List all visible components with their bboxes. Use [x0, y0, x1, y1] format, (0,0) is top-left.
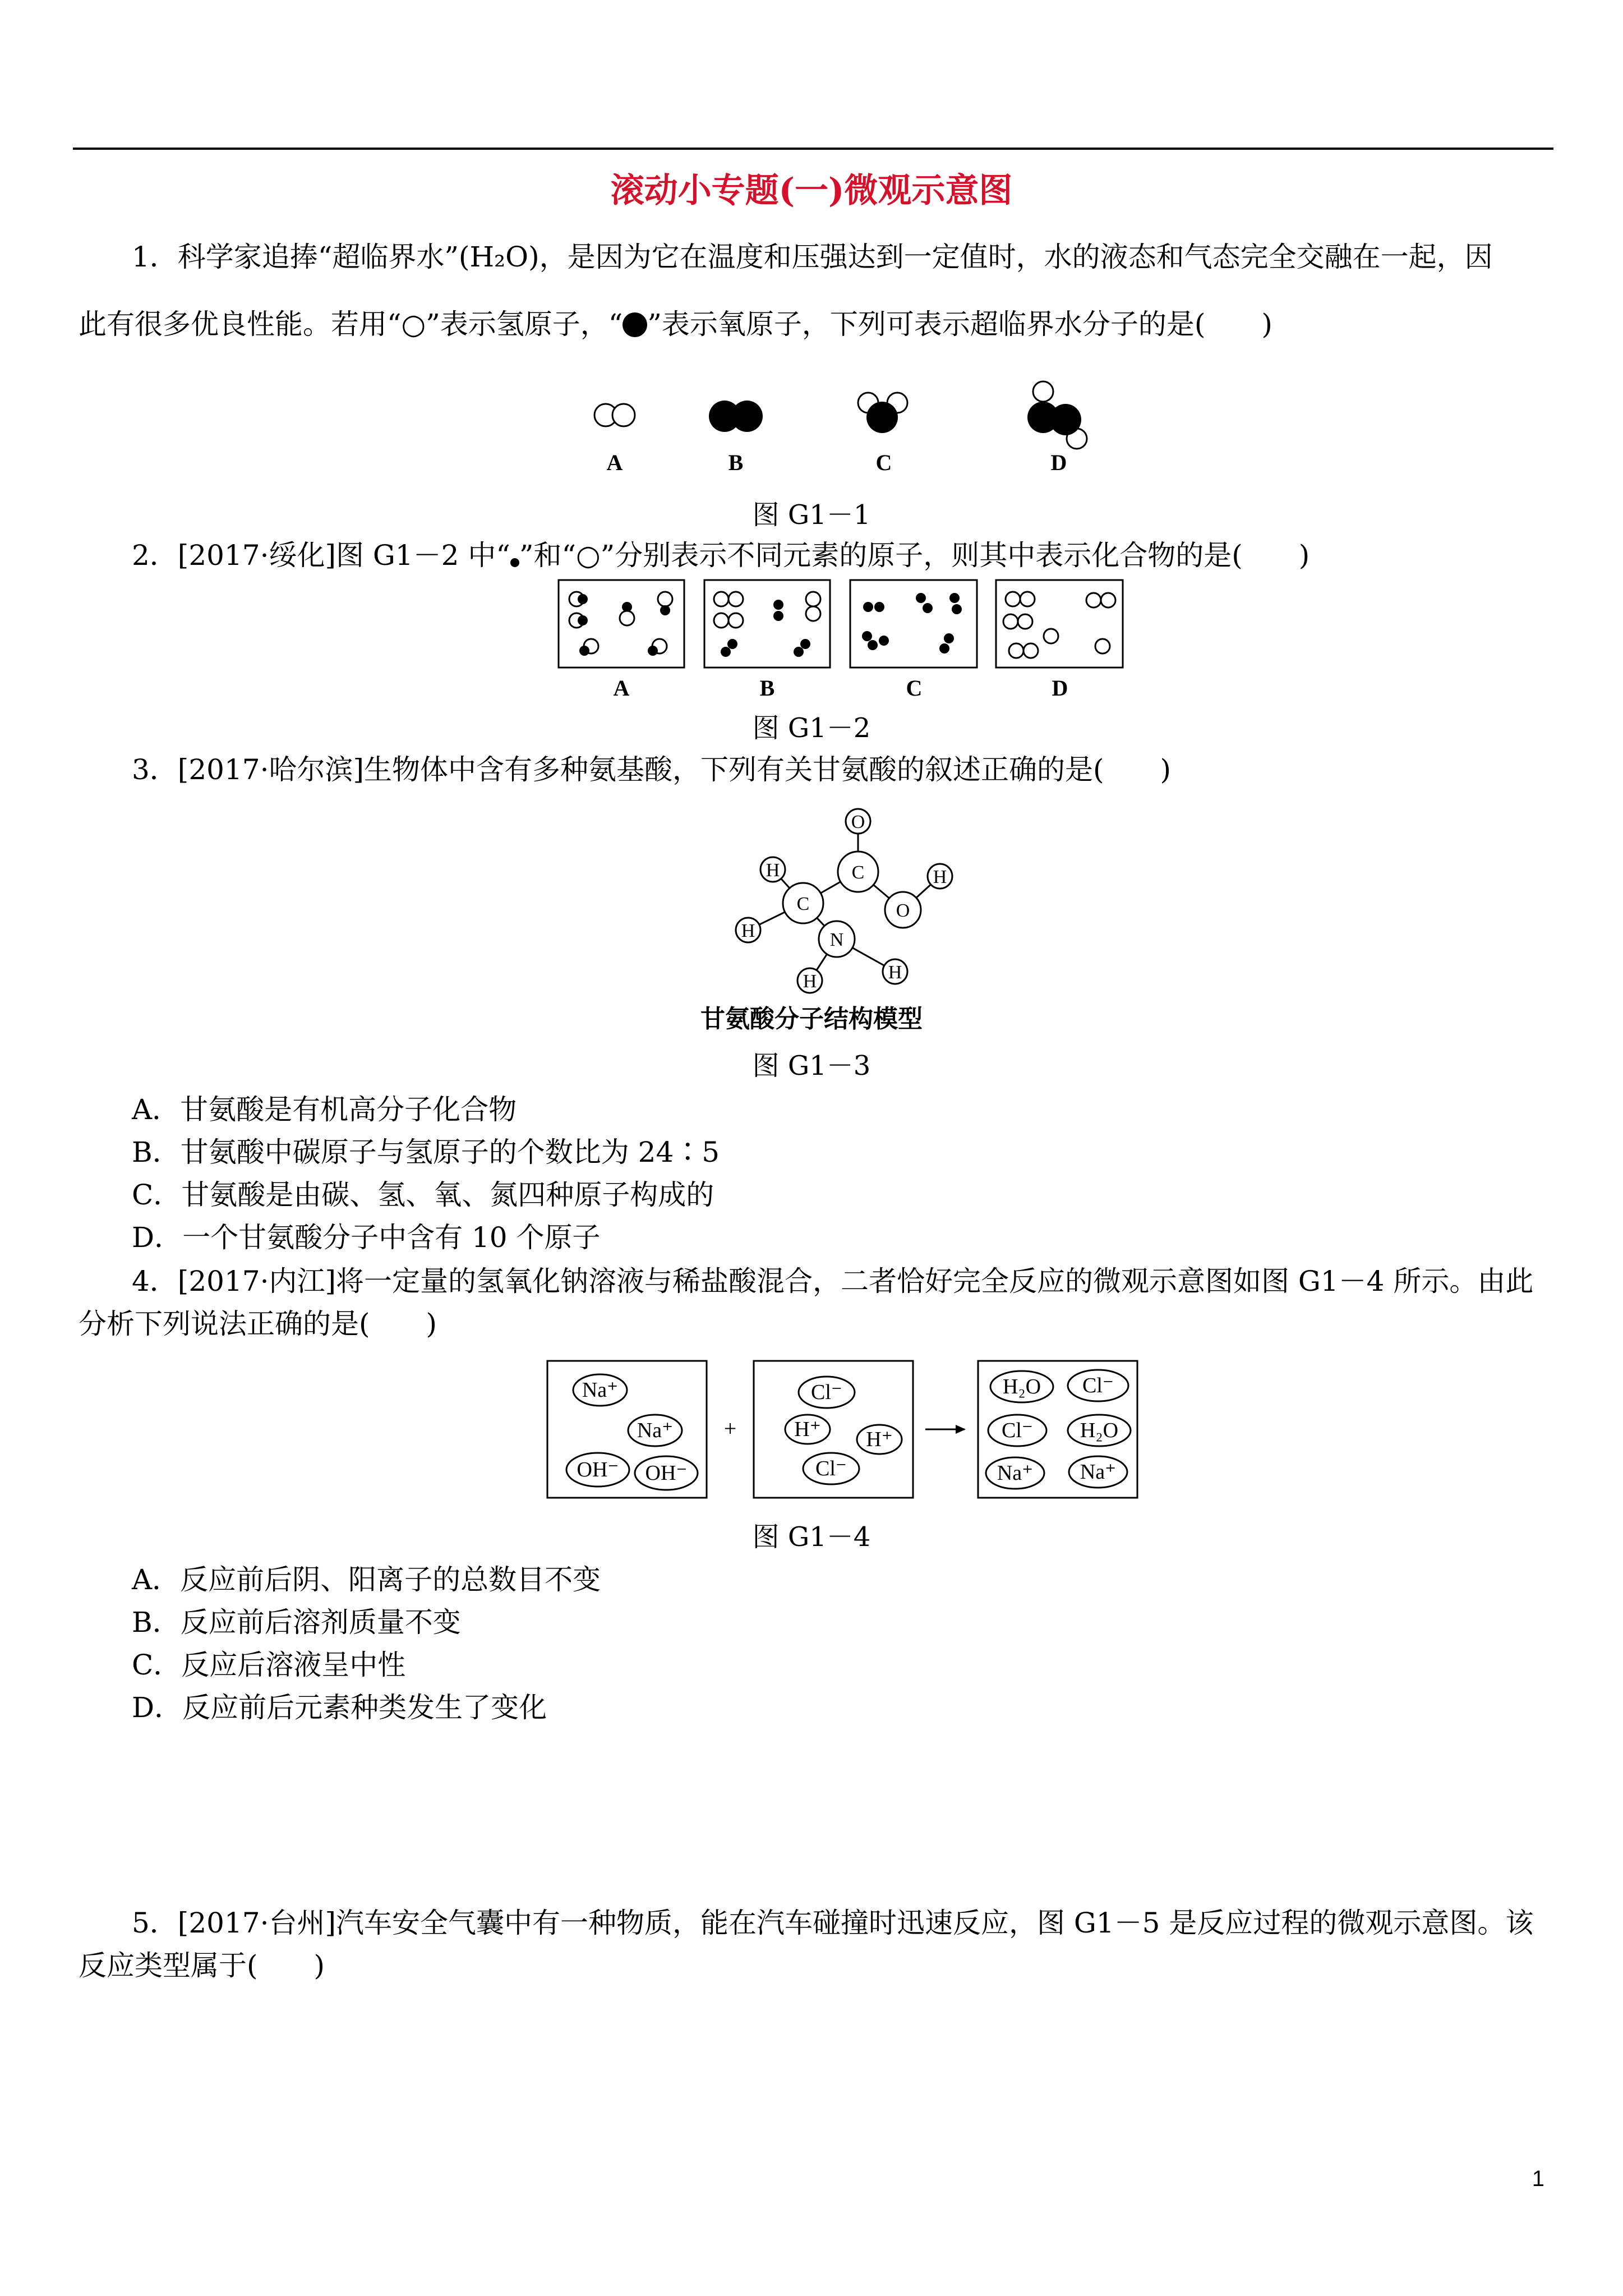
- q3-option-c[interactable]: C．甘氨酸是由碳、氢、氧、氮四种原子构成的: [132, 1179, 714, 1211]
- q2-label-b: B: [759, 675, 775, 701]
- q3-option-d[interactable]: D．一个甘氨酸分子中含有 10 个原子: [132, 1221, 601, 1254]
- atom-n: [819, 921, 855, 957]
- product-cl-2: Cl⁻: [1002, 1419, 1033, 1442]
- q1-option-a-molecule: [594, 404, 635, 426]
- ion-na-2: Na⁺: [637, 1419, 674, 1442]
- filled-circle-icon: [623, 312, 647, 337]
- q4-option-d[interactable]: D．反应前后元素种类发生了变化: [132, 1691, 547, 1724]
- q2-line1-a: 2．[2017·绥化]图 G1－2 中“: [132, 539, 510, 572]
- q1-label-b: B: [728, 450, 744, 475]
- atom-h-bottom-left: [797, 968, 822, 993]
- q1-option-c-molecule: [858, 393, 907, 433]
- q4-option-b[interactable]: B．反应前后溶剂质量不变: [132, 1606, 461, 1639]
- q1-line2-a: 此有很多优良性能。若用“○”表示氢原子，“: [79, 308, 623, 341]
- svg-text:C: C: [796, 894, 810, 914]
- q2-label-c: C: [906, 675, 923, 701]
- svg-text:O: O: [851, 812, 865, 832]
- product-cl-1: Cl⁻: [1082, 1374, 1114, 1397]
- ion-oh-1: OH⁻: [577, 1458, 619, 1481]
- q1-line1: 1．科学家追捧“超临界水”(H₂O)，是因为它在温度和压强达到一定值时，水的液态和气态完全交融在一起，因: [132, 241, 1493, 273]
- q1-line2-b: ”表示氧原子，下列可表示超临界水分子的是( ): [647, 308, 1272, 341]
- q2-box-d: [996, 580, 1123, 668]
- q2-box-c: [850, 580, 977, 668]
- ion-oh-2: OH⁻: [645, 1461, 688, 1485]
- q2-box-b: [704, 580, 830, 668]
- ion-cl-1: Cl⁻: [811, 1381, 842, 1404]
- atom-c-alpha: [783, 883, 823, 923]
- q2-label-a: A: [613, 675, 630, 701]
- svg-text:H: H: [741, 921, 755, 941]
- q4-option-c[interactable]: C．反应后溶液呈中性: [132, 1649, 406, 1681]
- figure-caption-g1-1: 图 G1－1: [752, 499, 871, 531]
- svg-text:H: H: [888, 962, 902, 983]
- q3-line1: 3．[2017·哈尔滨]生物体中含有多种氨基酸，下列有关甘氨酸的叙述正确的是( ): [132, 753, 1171, 786]
- svg-text:H: H: [933, 867, 947, 887]
- ion-h-1: H⁺: [794, 1418, 821, 1441]
- svg-text:H: H: [766, 860, 780, 881]
- q2-box-a: [559, 580, 684, 668]
- ion-na-1: Na⁺: [582, 1378, 619, 1402]
- atom-o-hydroxyl: [885, 892, 921, 928]
- atom-o-top: [846, 809, 870, 834]
- plus-sign: +: [723, 1416, 737, 1441]
- svg-text:H: H: [803, 971, 817, 992]
- q3-option-a[interactable]: A．甘氨酸是有机高分子化合物: [132, 1093, 517, 1126]
- q4-option-a[interactable]: A．反应前后阴、阳离子的总数目不变: [132, 1563, 601, 1596]
- q1-label-c: C: [875, 450, 892, 475]
- glycine-structure-model: [718, 802, 965, 1004]
- svg-text:C: C: [851, 862, 865, 883]
- q4-reaction-diagram: [544, 1358, 1150, 1503]
- reaction-arrow-icon: [925, 1425, 966, 1434]
- page-number: 1: [1532, 2166, 1544, 2191]
- atom-h-bottom-right: [883, 959, 907, 984]
- atom-c-carboxyl: [838, 852, 878, 892]
- figure-caption-g1-2: 图 G1－2: [752, 712, 871, 744]
- q2-line1-b: ”和“○”分别表示不同元素的原子，则其中表示化合物的是( ): [519, 539, 1310, 572]
- q1-line2: [79, 307, 1272, 341]
- q2-particle-boxes: [555, 578, 1138, 712]
- q2-label-d: D: [1052, 675, 1068, 701]
- atom-h-left: [736, 918, 760, 942]
- glycine-model-label: 甘氨酸分子结构模型: [700, 1005, 923, 1033]
- q3-option-b[interactable]: B．甘氨酸中碳原子与氢原子的个数比为 24∶5: [132, 1136, 720, 1168]
- q4-line2: 分析下列说法正确的是( ): [79, 1308, 437, 1340]
- product-h2o-2: H₂O: [1080, 1419, 1119, 1442]
- atom-h-hydroxyl: [928, 864, 952, 889]
- q1-molecule-options: [561, 370, 1122, 505]
- svg-text:N: N: [829, 930, 844, 950]
- atom-h-left-top: [760, 857, 785, 882]
- q4-line1: 4．[2017·内江]将一定量的氢氧化钠溶液与稀盐酸混合，二者恰好完全反应的微观示意图如图 G1－4 所示。由此: [132, 1265, 1534, 1297]
- product-h2o-1: H₂O: [1002, 1375, 1041, 1398]
- page-title: 滚动小专题(一)微观示意图: [610, 171, 1013, 210]
- q1-option-d-molecule: [1027, 381, 1087, 449]
- product-na-2: Na⁺: [1080, 1460, 1117, 1484]
- q5-line2: 反应类型属于( ): [79, 1949, 325, 1982]
- q5-line1: 5．[2017·台州]汽车安全气囊中有一种物质，能在汽车碰撞时迅速反应，图 G1－5 是反应过程的微观示意图。该: [132, 1907, 1534, 1939]
- ion-h-2: H⁺: [866, 1428, 893, 1451]
- small-filled-dot-icon: [510, 558, 519, 567]
- figure-caption-g1-4: 图 G1－4: [752, 1521, 871, 1553]
- product-na-1: Na⁺: [997, 1461, 1034, 1485]
- q1-label-d: D: [1050, 450, 1067, 475]
- q1-option-b-molecule: [709, 401, 763, 432]
- q1-label-a: A: [606, 450, 623, 475]
- svg-text:O: O: [896, 900, 910, 921]
- q2-line1: [132, 539, 1310, 572]
- ion-cl-2: Cl⁻: [815, 1457, 847, 1480]
- figure-caption-g1-3: 图 G1－3: [752, 1050, 871, 1082]
- top-rule: [73, 148, 1553, 150]
